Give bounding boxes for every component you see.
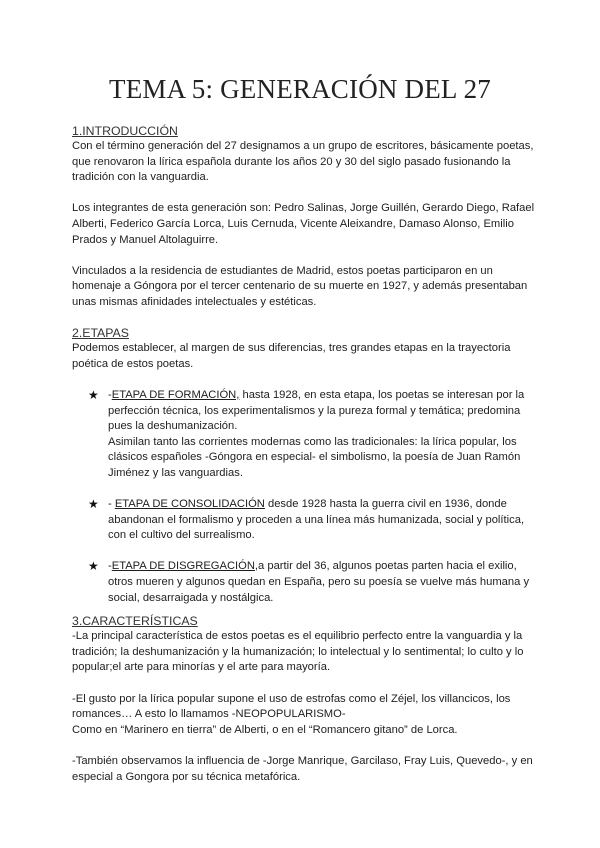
etapa-label: ETAPA DE DISGREGACIÓN bbox=[111, 560, 255, 573]
list-item bbox=[72, 388, 537, 482]
star-bullet-icon: ★ bbox=[88, 387, 99, 402]
etapa-label: ETAPA DE FORMACIÓN, bbox=[111, 388, 240, 401]
caracteristicas-paragraph-2a: -El gusto por la lírica popular supone el uso de estrofas como el Zéjel, los villancicos, los romances… A esto lo llamamos -NEOPOPULARISMO- bbox=[72, 692, 511, 721]
etapa-consolidacion: - ETAPA DE CONSOLIDACIÓN desde 1928 hasta la guerra civil en 1936, donde abandonan el formalismo y proceden a una línea más humanizada, social y política, con el cultivo del surrealismo. bbox=[108, 498, 525, 542]
star-bullet-icon: ★ bbox=[88, 559, 99, 574]
intro-paragraph-2: Los integrantes de esta generación son: Pedro Salinas, Jorge Guillén, Gerardo Diego, Rafael Alberti, Federico García Lorca, Luis Cernuda, Vicente Aleixandre, Damaso Alonso, Emilio Prados y Manuel Altolaguirre. bbox=[72, 202, 535, 246]
etapas-intro: Podemos establecer, al margen de sus diferencias, tres grandes etapas en la trayectoria poética de estos poetas. bbox=[72, 342, 511, 370]
intro-paragraph-3: Vinculados a la residencia de estudiantes de Madrid, estos poetas participaron en un homenaje a Góngora por el tercer centenario de su muerte en 1927, y además presentaban unas mismas afinidades intelectuales y estéticas. bbox=[72, 264, 528, 308]
star-bullet-icon: ★ bbox=[88, 497, 99, 512]
caracteristicas-paragraph-3: -También observamos la influencia de -Jorge Manrique, Garcilaso, Fray Luis, Quevedo-, y en especial a Gongora por su técnica metafórica. bbox=[72, 754, 533, 783]
etapa-formacion: -ETAPA DE FORMACIÓN, hasta 1928, en esta etapa, los poetas se interesan por la perfección técnica, los experimentalismos y la pureza formal y temática; predomina pues la deshumanización. bbox=[108, 388, 525, 433]
etapa-label: ETAPA DE CONSOLIDACIÓN bbox=[114, 498, 265, 511]
section-heading-etapas: 2.ETAPAS bbox=[72, 326, 129, 341]
caracteristicas-paragraph-2b: Como en “Marinero en tierra” de Alberti, o en el “Romancero gitano” de Lorca. bbox=[72, 723, 458, 736]
etapas-list bbox=[72, 388, 537, 606]
section-heading-introduccion: 1.INTRODUCCIÓN bbox=[72, 124, 178, 138]
caracteristicas-paragraph-1: -La principal característica de estos poetas es el equilibrio perfecto entre la vanguardia y la tradición; la deshumanización y la humanización; lo intelectual y lo sentimental; lo culto y lo popular;el arte para minorías y el arte para mayoría. bbox=[72, 630, 524, 674]
list-item bbox=[72, 497, 537, 544]
etapa-formacion-extra: Asimilan tanto las corrientes modernas como las tradicionales: la lírica popular, los clásicos españoles -Góngora en especial- el simbolismo, la poesía de Juan Ramón Jiménez y las vanguardias. bbox=[108, 435, 521, 479]
document-body bbox=[72, 124, 537, 785]
section-heading-caracteristicas: 3.CARACTERÍSTICAS bbox=[72, 614, 198, 629]
list-item bbox=[72, 559, 537, 606]
page-title: TEMA 5: GENERACIÓN DEL 27 bbox=[109, 74, 491, 104]
etapa-disgregacion: -ETAPA DE DISGREGACIÓN,a partir del 36, algunos poetas parten hacia el exilio, otros mueren y algunos quedan en España, pero su poesía se vuelve más humana y social, desarraigada y nostálgica. bbox=[108, 560, 530, 604]
intro-paragraph-1: Con el término generación del 27 designamos a un grupo de escritores, básicamente poetas, que renovaron la lírica española durante los años 20 y 30 del siglo pasado fusionando la tradición con la vanguardia. bbox=[72, 140, 534, 184]
